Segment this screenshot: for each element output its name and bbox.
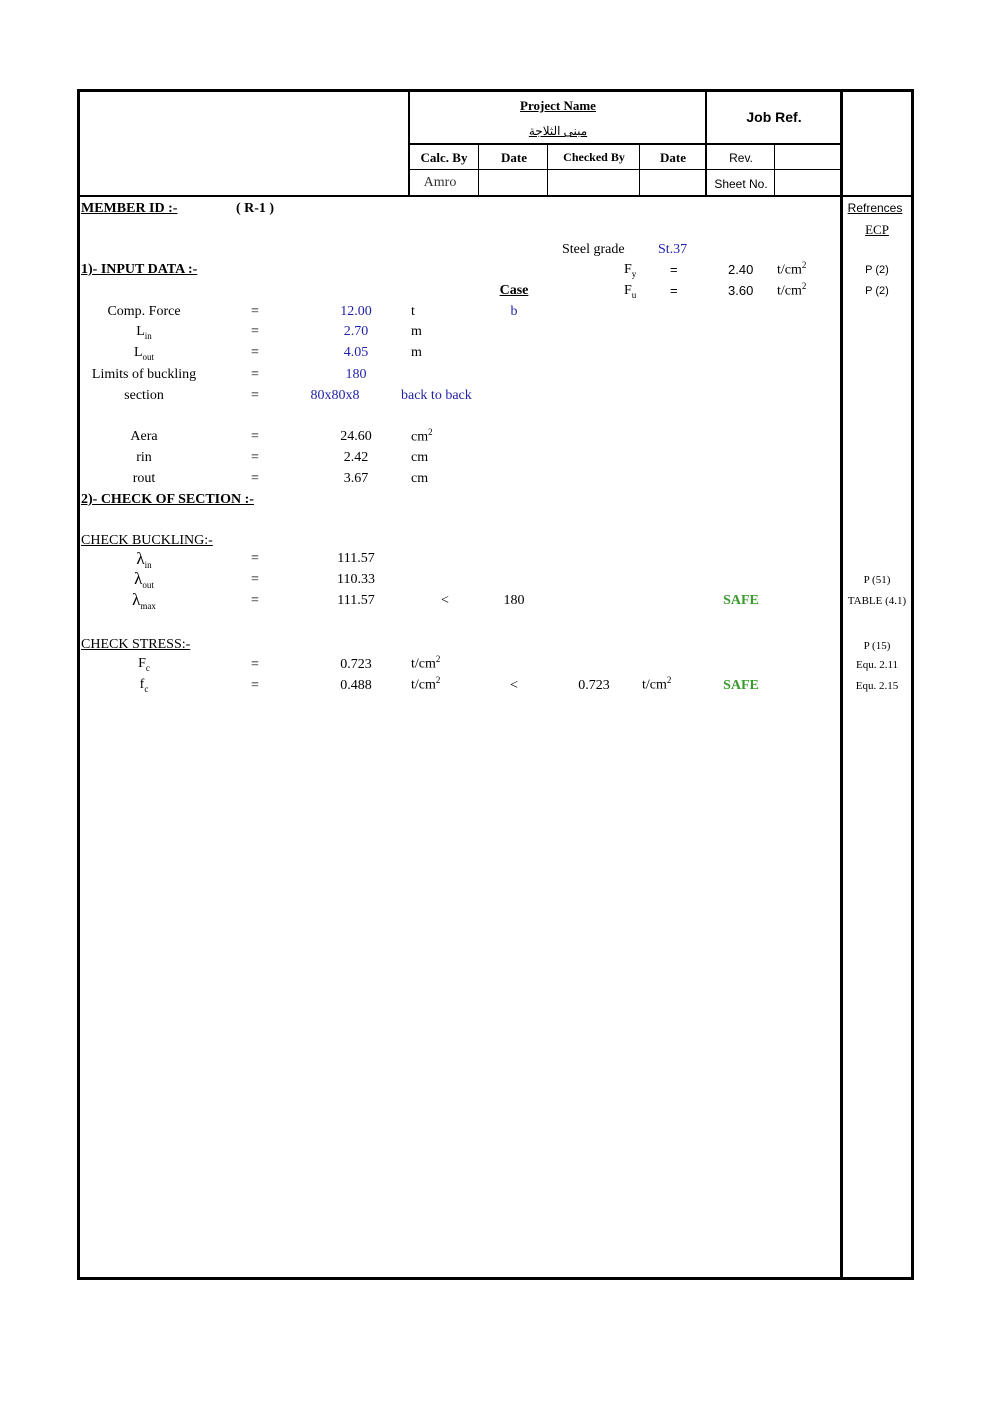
lambda-max-operator: <: [441, 593, 449, 608]
input-label-lout: $L_{out}$: [133, 345, 155, 362]
job-ref-label: Job Ref.: [746, 109, 802, 125]
fc-value: 0.488: [340, 678, 372, 693]
fc-label: $f_c$: [139, 677, 149, 694]
lambda-max-value: 111.57: [337, 593, 375, 608]
Fc-unit: $t/cm^2$: [411, 654, 441, 672]
date-label-1: Date: [501, 150, 527, 165]
input-equals: =: [251, 304, 259, 319]
calc-by-value: Amro: [423, 175, 457, 190]
frame-bottom: [77, 1277, 914, 1280]
fu-unit: $t/cm^2$: [777, 281, 807, 299]
input-value-rout: 3.67: [343, 471, 369, 486]
input-value-lout: 4.05: [343, 345, 369, 360]
input-label-rout: rout: [132, 471, 156, 486]
reference-stress: P (15): [863, 640, 891, 652]
case-label: Case: [499, 283, 529, 298]
fu-equals: =: [670, 283, 678, 298]
header-row-line: [408, 169, 842, 170]
frame-top: [77, 89, 914, 92]
reference-fu: P (2): [865, 285, 889, 297]
buckling-safe-badge: SAFE: [723, 593, 759, 608]
Fc-label: $F_c$: [138, 656, 150, 673]
lambda-in-value: 111.57: [337, 551, 375, 566]
header-col-1: [478, 143, 479, 196]
reference-fc: Equ. 2.15: [855, 680, 899, 692]
input-unit-area: $cm^2$: [411, 427, 433, 445]
input-unit-lout: m: [411, 345, 422, 360]
stress-equals: =: [251, 657, 259, 672]
header-col-4: [774, 143, 775, 196]
fc-unit: $t/cm^2$: [411, 675, 441, 693]
rev-label: Rev.: [729, 151, 753, 165]
lambda-in-label: $\lambda_{in}$: [136, 549, 152, 570]
fy-value: 2.40: [728, 262, 754, 277]
checked-by-label: Checked By: [563, 150, 625, 164]
input-equals: =: [251, 367, 259, 382]
input-unit-comp-force: t: [411, 304, 415, 319]
input-equals: =: [251, 388, 259, 403]
lambda-max-label: $\lambda_{max}$: [132, 590, 156, 611]
steel-grade-value: St.37: [658, 242, 688, 257]
input-value-rin: 2.42: [343, 450, 369, 465]
project-name-value: مبنى الثلاجة: [528, 124, 588, 138]
member-id-label: MEMBER ID :-: [81, 201, 178, 216]
frame-left: [77, 89, 80, 1280]
input-label-rin: rin: [136, 450, 152, 465]
input-label-comp-force: Comp. Force: [107, 304, 181, 319]
buckling-equals: =: [251, 572, 259, 587]
input-unit-section: back to back: [401, 388, 472, 403]
input-equals: =: [251, 345, 259, 360]
header-bottom-line: [77, 195, 914, 197]
fu-value: 3.60: [728, 283, 754, 298]
header-mid-line: [408, 143, 842, 145]
case-value: b: [510, 304, 518, 319]
frame-right: [911, 89, 914, 1280]
member-id-value: ( R-1 ): [236, 201, 275, 216]
stress-equals: =: [251, 678, 259, 693]
reference-lambda-max: TABLE (4.1): [847, 595, 907, 607]
input-unit-rout: cm: [411, 471, 429, 486]
fc-limit: 0.723: [578, 678, 610, 693]
steel-grade-label: Steel grade: [562, 242, 625, 257]
fy-equals: =: [670, 262, 678, 277]
input-unit-rin: cm: [411, 450, 429, 465]
input-data-heading: 1)- INPUT DATA :-: [81, 262, 198, 277]
header-col-3: [639, 143, 640, 196]
input-equals: =: [251, 429, 259, 444]
input-value-area: 24.60: [340, 429, 372, 444]
input-label-section: section: [124, 388, 164, 403]
fu-symbol: $F_u$: [624, 283, 637, 300]
reference-Fc: Equ. 2.11: [855, 659, 899, 671]
fc-operator: <: [510, 678, 518, 693]
input-label-limits: Limits of buckling: [91, 367, 197, 382]
project-name-label: Project Name: [520, 98, 596, 113]
lambda-out-label: $\lambda_{out}$: [134, 569, 154, 590]
stress-safe-badge: SAFE: [723, 678, 759, 693]
calc-by-label: Calc. By: [420, 150, 468, 165]
input-label-lin: $L_{in}$: [136, 324, 152, 341]
fc-limit-unit: $t/cm^2$: [642, 675, 672, 693]
buckling-equals: =: [251, 593, 259, 608]
buckling-equals: =: [251, 551, 259, 566]
reference-lambda-out: P (51): [863, 574, 891, 586]
references-title: Refrences: [847, 201, 903, 215]
input-unit-lin: m: [411, 324, 422, 339]
input-label-area: Aera: [130, 429, 158, 444]
sheet-no-label: Sheet No.: [714, 177, 768, 191]
lambda-max-limit: 180: [503, 593, 525, 608]
lambda-out-value: 110.33: [337, 572, 375, 587]
input-value-lin: 2.70: [343, 324, 369, 339]
Fc-value: 0.723: [340, 657, 372, 672]
input-equals: =: [251, 450, 259, 465]
input-value-comp-force: 12.00: [340, 304, 372, 319]
input-value-limits: 180: [345, 367, 367, 382]
input-equals: =: [251, 471, 259, 486]
check-section-heading: 2)- CHECK OF SECTION :-: [81, 492, 254, 507]
check-buckling-heading: CHECK BUCKLING:-: [81, 533, 213, 548]
fy-unit: $t/cm^2$: [777, 260, 807, 278]
check-stress-heading: CHECK STRESS:-: [81, 637, 191, 652]
references-code: ECP: [865, 222, 889, 237]
references-divider: [840, 89, 843, 1280]
date-label-2: Date: [660, 150, 686, 165]
input-value-section: 80x80x8: [310, 388, 360, 403]
reference-fy: P (2): [865, 264, 889, 276]
fy-symbol: $F_y$: [624, 262, 637, 279]
header-col-2: [547, 143, 548, 196]
input-equals: =: [251, 324, 259, 339]
